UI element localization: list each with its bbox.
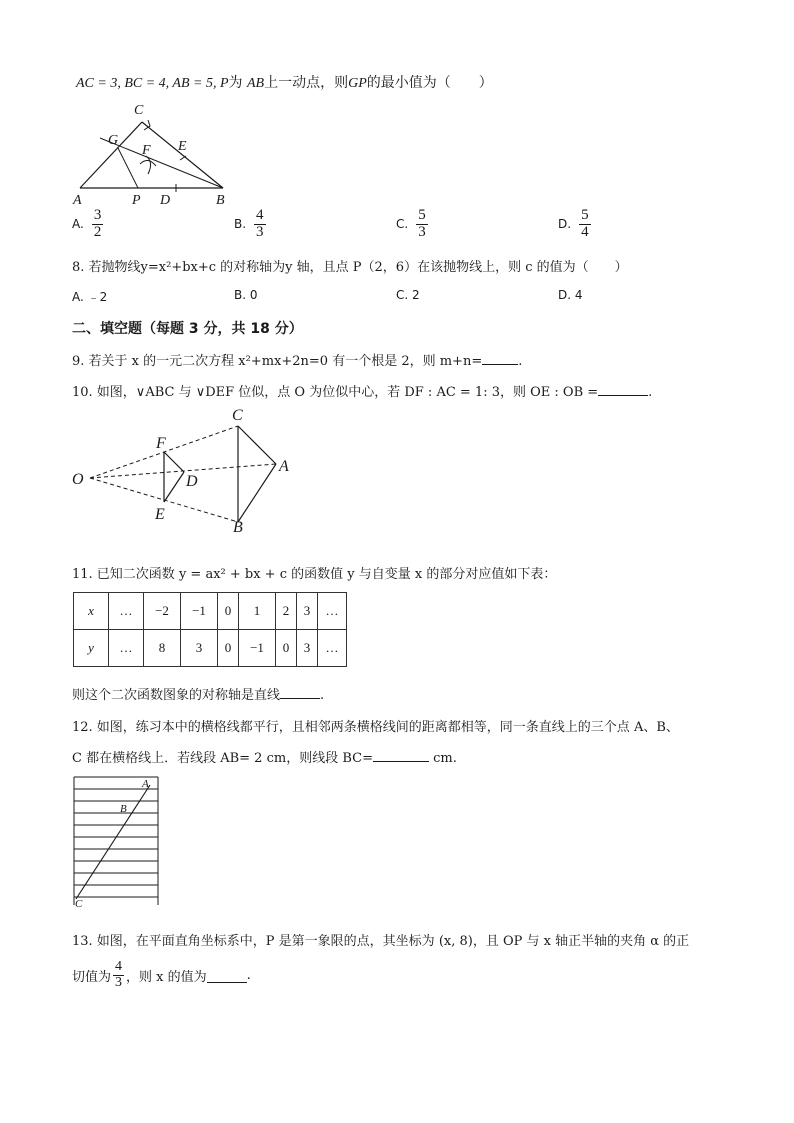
q11-answer-line: 则这个二次函数图象的对称轴是直线 . <box>72 684 324 703</box>
table-cell: −1 <box>239 630 276 667</box>
q7-triangle-figure <box>68 100 238 208</box>
q7-option-c[interactable] <box>396 208 428 241</box>
q10-label-o: O <box>72 471 84 488</box>
q8-option-b[interactable]: B. 0 <box>234 288 258 302</box>
table-cell: … <box>109 630 144 667</box>
q7-stem-math2: AB <box>246 76 265 91</box>
table-cell: 0 <box>218 593 239 630</box>
table-cell: 1 <box>239 593 276 630</box>
q13-line2: 切值为 $\frac{4}{3}$ ，则 x 的值为 . <box>72 959 251 990</box>
table-cell: 3 <box>297 593 318 630</box>
table-cell: −1 <box>181 593 218 630</box>
q11-value-table <box>73 592 347 667</box>
section-title: 二、填空题（每题 3 分，共 18 分） <box>72 321 303 337</box>
q7-option-d[interactable] <box>558 208 591 241</box>
q12-notebook-figure <box>72 775 162 910</box>
table-cell: 3 <box>297 630 318 667</box>
table-cell: 2 <box>276 593 297 630</box>
q7-stem-text2: 上一动点，则 <box>264 75 349 91</box>
q7-option-a[interactable] <box>72 208 103 241</box>
q13-tangent-fraction: $\frac{4}{3}$ <box>115 959 123 990</box>
q10-answer-blank[interactable] <box>598 381 648 396</box>
q7-label-p: P <box>132 193 141 208</box>
q10-label-c: C <box>232 407 243 424</box>
q12-label-b: B <box>120 803 127 815</box>
q12-stem-line2: C 都在横格线上．若线段 AB= 2 cm，则线段 BC= cm. <box>72 747 457 766</box>
q7-stem <box>76 72 493 92</box>
q9-stem: 9. 若关于 x 的一元二次方程 x²+mx+2n=0 有一个根是 2，则 m+n= . <box>72 350 522 369</box>
q11-answer-blank[interactable] <box>280 684 320 699</box>
q12-label-c: C <box>75 898 83 910</box>
q8-option-c[interactable]: C. 2 <box>396 288 420 302</box>
q7-option-a-label: A. <box>72 217 84 232</box>
q7-label-e: E <box>178 139 187 154</box>
q7-stem-math3: GP <box>348 76 367 91</box>
q11-stem: 11. 已知二次函数 y = ax² + bx + c 的函数值 y 与自变量 x 的部分对应值如下表： <box>72 567 557 582</box>
q12-answer-blank[interactable] <box>373 747 429 762</box>
q7-option-b[interactable] <box>234 208 266 241</box>
q10-label-f: F <box>156 435 166 452</box>
q7-label-d: D <box>160 193 171 208</box>
q10-label-d: D <box>186 473 198 490</box>
table-row-x <box>74 593 347 630</box>
table-cell: −2 <box>144 593 181 630</box>
q7-option-d-fraction: $\frac{5}{4}$ <box>581 207 589 240</box>
q9-answer-blank[interactable] <box>482 350 518 365</box>
table-cell: 8 <box>144 630 181 667</box>
q10-stem: 10. 如图，∨ABC 与 ∨DEF 位似，点 O 为位似中心，若 DF : AC = 1: 3，则 OE : OB = . <box>72 381 652 400</box>
q8-option-d[interactable]: D. 4 <box>558 288 583 302</box>
table-cell: y <box>74 630 109 667</box>
q7-option-c-label: C. <box>396 217 409 232</box>
q7-option-d-label: D. <box>558 217 572 232</box>
table-cell: 0 <box>218 630 239 667</box>
q10-homothety-figure <box>66 404 298 532</box>
q10-label-a: A <box>279 458 289 475</box>
q7-stem-text3: 的最小值为（ ） <box>366 75 493 91</box>
q7-option-a-fraction: $\frac{3}{2}$ <box>93 207 102 240</box>
q10-label-b: B <box>233 519 243 532</box>
q7-label-f: F <box>142 143 151 158</box>
q7-option-b-label: B. <box>234 217 247 232</box>
q7-label-c: C <box>134 103 144 118</box>
table-cell: … <box>318 593 347 630</box>
table-cell: 3 <box>181 630 218 667</box>
q7-option-c-fraction: $\frac{5}{3}$ <box>418 207 426 240</box>
q12-label-a: A <box>142 778 149 790</box>
table-cell: … <box>318 630 347 667</box>
table-cell: x <box>74 593 109 630</box>
q7-label-b: B <box>216 193 225 208</box>
table-cell: … <box>109 593 144 630</box>
q7-label-a: A <box>73 193 82 208</box>
q8-stem: 8. 若抛物线y=x²+bx+c 的对称轴为y 轴，且点 P（2，6）在该抛物线上，则 c 的值为（ ） <box>72 260 628 275</box>
q13-line1: 13. 如图，在平面直角坐标系中，P 是第一象限的点，其坐标为 (x, 8)，且 OP 与 x 轴正半轴的夹角 α 的正 <box>72 934 690 949</box>
table-row-y <box>74 630 347 667</box>
q7-stem-text: 为 <box>228 75 243 91</box>
q13-answer-blank[interactable] <box>207 968 247 983</box>
q10-label-e: E <box>155 506 165 523</box>
q7-option-b-fraction: $\frac{4}{3}$ <box>256 207 264 240</box>
table-cell: 0 <box>276 630 297 667</box>
q8-option-a[interactable]: A. ﹣2 <box>72 290 108 304</box>
q7-stem-math: AC = 3, BC = 4, AB = 5, P <box>76 76 229 91</box>
q12-stem-line1: 12. 如图，练习本中的横格线都平行，且相邻两条横格线间的距离都相等，同一条直线上的三个点 A、B、 <box>72 720 679 735</box>
q7-label-g: G <box>108 133 119 148</box>
